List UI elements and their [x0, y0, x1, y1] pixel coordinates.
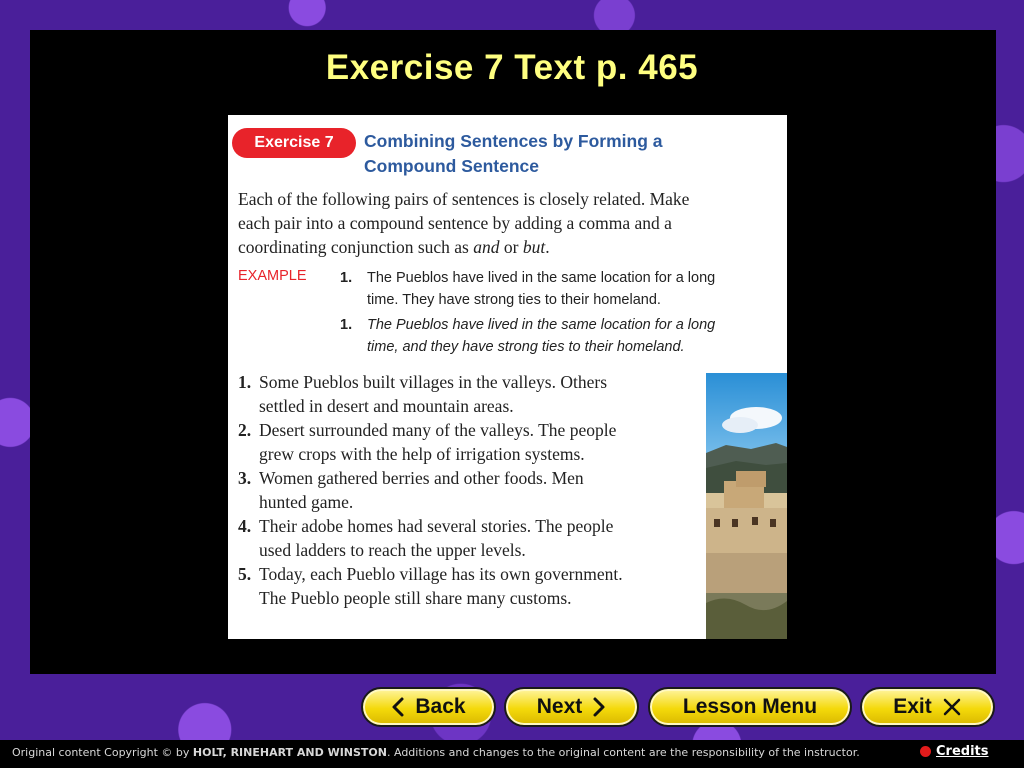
item-line: The Pueblo people still share many customs. — [259, 588, 572, 608]
exercise-item — [238, 562, 693, 610]
exercise-item — [238, 418, 693, 466]
item-line: Women gathered berries and other foods. Men — [259, 468, 584, 488]
lesson-menu-button-label: Lesson Menu — [682, 695, 818, 718]
exercise-heading-line: Compound Sentence — [364, 156, 540, 176]
item-number: 5. — [238, 564, 252, 584]
chevron-right-icon — [592, 696, 606, 718]
copyright-suffix: . Additions and changes to the original content are the responsibility of the instructor. — [387, 746, 860, 759]
example-question-line: The Pueblos have lived in the same location for a long — [367, 270, 716, 286]
example-answer-line: The Pueblos have lived in the same location for a long — [367, 317, 716, 333]
instructions-text: or — [499, 237, 523, 257]
footer-bar — [0, 740, 1024, 768]
item-line: Desert surrounded many of the valleys. The people — [259, 420, 617, 440]
exercise-item — [238, 466, 693, 514]
instructions-but: but — [522, 237, 546, 257]
next-button[interactable] — [504, 687, 639, 727]
item-number: 2. — [238, 420, 252, 440]
copyright-prefix: Original content Copyright © by — [12, 746, 193, 759]
instructions-line: Each of the following pairs of sentences is closely related. Make — [238, 189, 690, 209]
item-number: 4. — [238, 516, 252, 536]
example-answer — [340, 314, 780, 358]
example-label: EXAMPLE — [238, 268, 307, 284]
item-line: Their adobe homes had several stories. The people — [259, 516, 614, 536]
instructions-line: each pair into a compound sentence by adding a comma and a — [238, 213, 672, 233]
instructions-text: coordinating conjunction such as — [238, 237, 474, 257]
exercise-heading — [364, 129, 744, 179]
exercise-instructions — [238, 187, 773, 259]
example-answer-line: time, and they have strong ties to their homeland. — [367, 339, 685, 355]
item-line: hunted game. — [259, 492, 354, 512]
item-line: used ladders to reach the upper levels. — [259, 540, 526, 560]
exercise-badge: Exercise 7 — [232, 128, 356, 158]
instructions-text: . — [545, 237, 550, 257]
exercise-heading-line: Combining Sentences by Forming a — [364, 131, 663, 151]
back-button-label: Back — [415, 695, 466, 718]
exercise-item — [238, 514, 693, 562]
slide-title: Exercise 7 Text p. 465 — [325, 48, 699, 87]
exit-button-label: Exit — [893, 695, 932, 718]
example-number: 1. — [340, 317, 353, 333]
item-line: grew crops with the help of irrigation systems. — [259, 444, 585, 464]
item-line: settled in desert and mountain areas. — [259, 396, 514, 416]
back-button[interactable] — [361, 687, 496, 727]
credits-link[interactable] — [920, 744, 988, 759]
instructions-line — [238, 235, 773, 259]
item-line: Some Pueblos built villages in the valleys. Others — [259, 372, 608, 392]
lesson-menu-button[interactable] — [648, 687, 852, 727]
example-question-line: time. They have strong ties to their homeland. — [367, 292, 661, 308]
instructions-and: and — [473, 237, 500, 257]
next-button-label: Next — [536, 695, 583, 718]
copyright-notice — [12, 746, 860, 759]
pueblo-photo — [706, 373, 787, 639]
close-icon — [942, 697, 962, 717]
item-number: 1. — [238, 372, 252, 392]
item-number: 3. — [238, 468, 252, 488]
exercise-items — [238, 370, 693, 610]
exercise-item — [238, 370, 693, 418]
credits-label: Credits — [936, 744, 989, 759]
exit-button[interactable] — [860, 687, 995, 727]
chevron-left-icon — [391, 696, 405, 718]
publisher-name: HOLT, RINEHART AND WINSTON — [192, 746, 387, 759]
textbook-page-image — [228, 115, 787, 639]
example-question — [340, 267, 780, 311]
item-line: Today, each Pueblo village has its own government. — [259, 564, 623, 584]
red-dot-icon — [920, 746, 931, 757]
example-number: 1. — [340, 270, 353, 286]
